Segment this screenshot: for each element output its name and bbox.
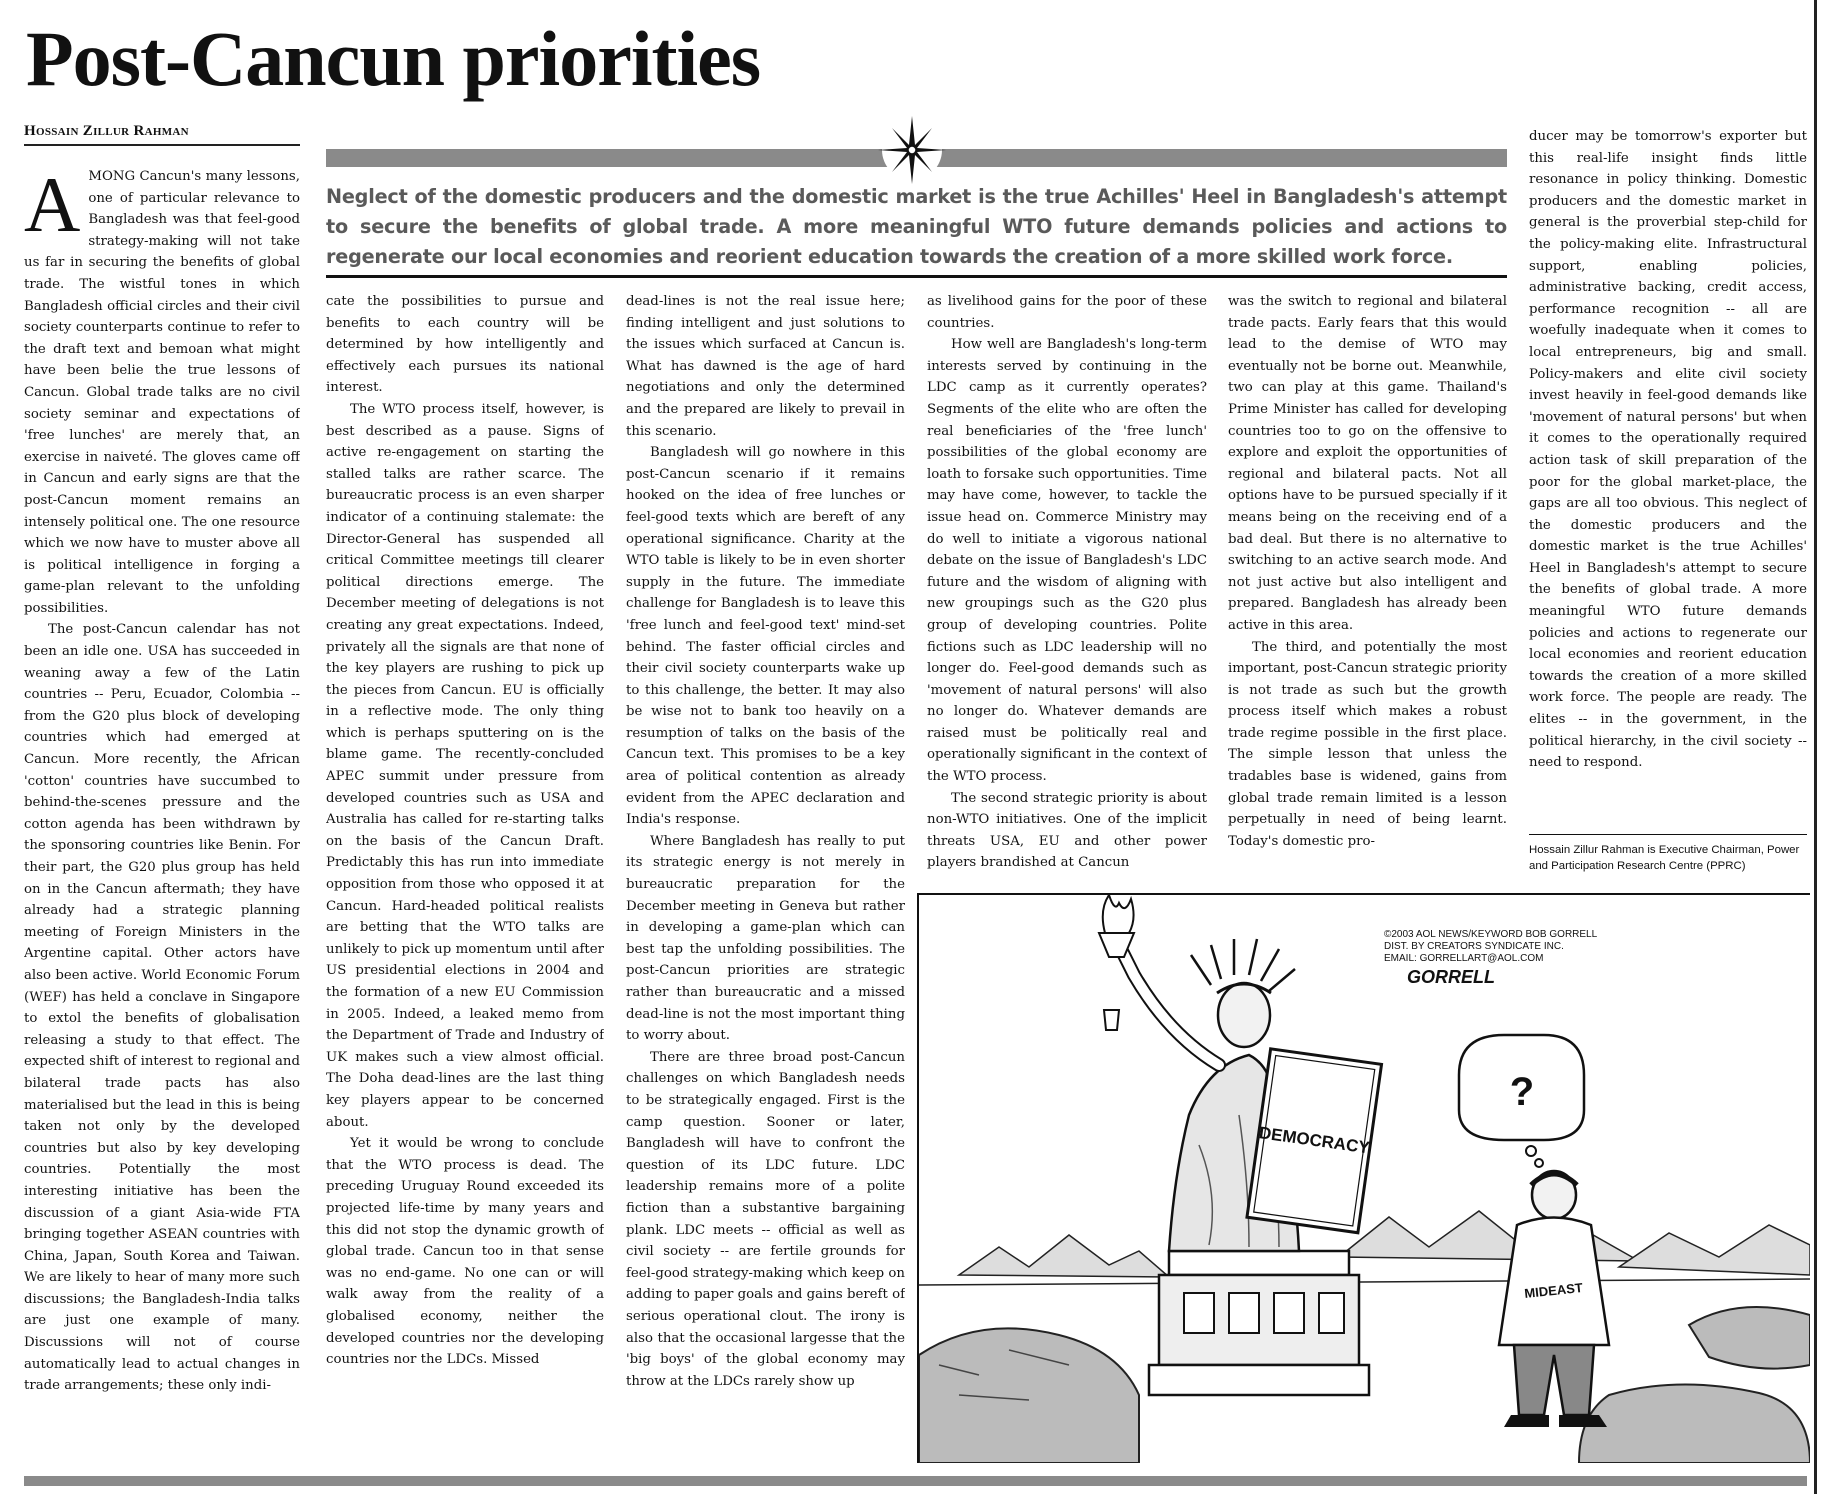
- paragraph: ducer may be tomorrow's exporter but this real-life insight finds little resonance in policy thinking. Domestic producers and the domestic market in general is the proverbial step-child for the policy-making elite. Infrastructural support, enabling policies, administrative backing, credit access, performance recognition -- all are woefully inadequate when it comes to local entrepreneurs, big and small. Policy-makers and elite civil society invest heavily in feel-good demands like 'movement of natural persons' but when it comes to the operationally required action task of skill preparation of the poor for the global market-place, the gaps are all too obvious. This neglect of the domestic producers and the domestic market is the true Achilles' Heel in Bangladesh's attempt to secure the benefits of global trade. A more meaningful WTO future demands policies and actions to regenerate our local economies and reorient education towards the creation of a more skilled work force. The people are ready. The elites -- in the government, in the political hierarchy, in the civil society -- need to respond.: [1529, 129, 1807, 771]
- article-column-6: [1529, 126, 1807, 842]
- pull-quote: Neglect of the domestic producers and the domestic market is the true Achilles' Heel in Bangladesh's attempt to secure the benefits of global trade. A more meaningful WTO future demands policies and actions to regenerate our local economies and reorient education towards the creation of a more skilled work force.: [326, 185, 1507, 268]
- paragraph: How well are Bangladesh's long-term interests served by continuing in the LDC camp as it currently operates? Segments of the elite who are often the real beneficiaries of the 'free lunch' possibilities of the global economy are loath to forsake such opportunities. Time may have come, however, to tackle the issue head on. Commerce Ministry may do well to initiate a vigorous national debate on the issue of Bangladesh's LDC future and the wisdom of aligning with new groupings such as the G20 plus group of developing countries. Polite fictions such as LDC leadership will no longer do. Feel-good demands such as 'movement of natural persons' will also no longer do. Whatever demands are raised must be politically real and operationally significant in the context of the WTO process.: [927, 337, 1207, 785]
- headline: Post-Cancun priorities: [26, 15, 761, 102]
- starburst-ornament: [876, 114, 948, 186]
- cartoon-shirt-text: MIDEAST: [1523, 1280, 1584, 1302]
- paragraph: The WTO process itself, however, is best described as a pause. Signs of active re-engagement on starting the stalled talks are rather scarce. The bureaucratic process is an even sharper indicator of a continuing stalemate: the Director-General has suspended all critical Committee meetings till clearer political directions emerge. The December meeting of delegations is not creating any great expectations. Indeed, privately all the signals are that none of the key players are rushing to pick up the pieces from Cancun. EU is officially in a reflective mode. The only thing which is perhaps sputtering on is the blame game. The recently-concluded APEC summit under pressure from developed countries such as USA and Australia has called for re-starting talks on the basis of the Cancun Draft. Predictably this has run into immediate opposition from those who opposed it at Cancun. Hard-headed political realists are betting that the WTO talks are unlikely to pick up momentum until after US presidential elections in 2004 and the formation of a new EU Commission in 2005. Indeed, a leaked memo from the Department of Trade and Industry of UK makes such a view almost official. The Doha dead-lines are the last thing key players appear to be concerned about.: [326, 401, 604, 1130]
- paragraph: The post-Cancun calendar has not been an idle one. USA has succeeded in weaning away a few of the Latin countries -- Peru, Ecuador, Colombia -- from the G20 plus block of developing countries which had emerged at Cancun. More recently, the African 'cotton' countries have succumbed to behind-the-scenes pressure and the cotton agenda has been withdrawn by the sponsoring countries like Benin. For their part, the G20 plus group has held on in the Cancun aftermath; they have already had a strategic planning meeting of Foreign Ministers in the Argentine capital. Other actors have also been active. World Economic Forum (WEF) has held a conclave in Singapore to extol the benefits of globalisation releasing a study to that effect. The expected shift of interest to regional and bilateral trade pacts has also materialised but the lead in this is being taken not only by the developed countries but also by key developing countries. Potentially the most interesting initiative has been the discussion of a giant Asia-wide FTA bringing together ASEAN countries with China, Japan, South Korea and Taiwan. We are likely to hear of many more such discussions; the Bangladesh-India talks are just one example of many. Discussions will not of course automatically lead to actual changes in trade arrangements; these only indi-: [24, 622, 300, 1394]
- article-column-5: [1228, 291, 1507, 871]
- paragraph: Where Bangladesh has really to put its strategic energy is not merely in bureaucratic preparation for the December meeting in Geneva but rather in developing a game-plan which can best tap the unfolding possibilities. The post-Cancun priorities are strategic rather than bureaucratic and a missed dead-line is not the most important thing to worry about.: [626, 833, 905, 1044]
- page-right-rule: [1814, 0, 1817, 1494]
- paragraph: cate the possibilities to pursue and benefits to each country will be determined by how intelligently and effectively each pursues its national interest.: [326, 294, 604, 396]
- article-column-1: [24, 166, 300, 1452]
- article-column-4: [927, 291, 1207, 897]
- credit-rule: [1529, 834, 1807, 835]
- paragraph: Yet it would be wrong to conclude that the WTO process is dead. The preceding Uruguay Round exceeded its projected life-time by many years and this did not stop the dynamic growth of global trade. Cancun too in that sense was no end-game. No one can or will walk away from the reality of a globalised economy, neither the developed countries nor the developing countries nor the LDCs. Missed: [326, 1136, 604, 1368]
- cartoon-copyright-line: ©2003 AOL NEWS/KEYWORD BOB GORRELL: [1384, 929, 1598, 940]
- paragraph: Bangladesh will go nowhere in this post-Cancun scenario if it remains hooked on the idea of free lunches or feel-good texts which are bereft of any operational significance. Charity at the WTO table is likely to be in even shorter supply in the future. The immediate challenge for Bangladesh is to leave this 'free lunch and feel-good text' mind-set behind. The faster official circles and their civil society counterparts wake up to this challenge, the better. It may also be wise not to bank too heavily on a resumption of talks on the basis of the Cancun text. This promises to be a key area of political contention as already evident from the APEC declaration and India's response.: [626, 445, 905, 828]
- author-credit: Hossain Zillur Rahman is Executive Chairman, Power and Participation Research Centre (PPRC): [1529, 844, 1800, 872]
- article-column-3: [626, 291, 905, 1469]
- drop-cap: A: [24, 166, 81, 248]
- paragraph: MONG Cancun's many lessons, one of particular relevance to Bangladesh was that feel-good strategy-making will not take us far in securing the benefits of global trade. The wistful tones in which Bangladesh official circles and their civil society counterparts continue to refer to the draft text and bemoan what might have been belie the true lessons of Cancun. Global trade talks are no civil society seminar and expectations of 'free lunches' are merely that, an exercise in naiveté. The gloves came off in Cancun and early signs are that the post-Cancun moment remains an intensely political one. The one resource which we now have to muster above all is political intelligence in forging a game-plan relevant to the unfolding possibilities.: [24, 169, 300, 616]
- cartoon-copyright-line: EMAIL: GORRELLART@AOL.COM: [1384, 953, 1544, 964]
- byline: Hossain Zillur Rahman: [24, 123, 189, 139]
- paragraph: was the switch to regional and bilateral trade pacts. Early fears that this would lead to the demise of WTO may eventually not be borne out. Meanwhile, two can play at this game. Thailand's Prime Minister has called for developing countries too to go on the offensive to explore and exploit the opportunities of regional and bilateral pacts. Not all options have to be pursued specially if it means being on the receiving end of a bad deal. But there is no alternative to switching to an active search mode. And not just active but also intelligent and prepared. Bangladesh has already been active in this area.: [1228, 294, 1507, 633]
- article-column-2: [326, 291, 604, 1452]
- paragraph: as livelihood gains for the poor of these countries.: [927, 294, 1207, 331]
- pull-quote-bottom-rule: [326, 275, 1507, 278]
- page-bottom-bar: [24, 1476, 1807, 1486]
- cartoon-copyright-line: DIST. BY CREATORS SYNDICATE INC.: [1384, 941, 1564, 952]
- byline-rule: [24, 144, 300, 146]
- paragraph: dead-lines is not the real issue here; finding intelligent and just solutions to the issues which surfaced at Cancun is. What has dawned is the age of hard negotiations and only the determined and the prepared are likely to prevail in this scenario.: [626, 294, 905, 439]
- editorial-cartoon: [917, 893, 1810, 1463]
- paragraph: The second strategic priority is about non-WTO initiatives. One of the implicit threats USA, EU and other power players brandished at Cancun: [927, 790, 1207, 871]
- cartoon-thought-text: ?: [1509, 1070, 1535, 1114]
- paragraph: There are three broad post-Cancun challenges on which Bangladesh needs to be strategically engaged. First is the camp question. Sooner or later, Bangladesh will have to confront the question of its LDC future. LDC leadership remains more of a polite fiction than a substantive bargaining plank. LDC meets -- official as well as civil society -- are fertile grounds for feel-good strategy-making which keep on adding to paper goals and gains bereft of serious operational clout. The irony is also that the occasional largesse that the 'big boys' of the global economy may throw at the LDCs rarely show up: [626, 1049, 905, 1389]
- cartoon-signature: GORRELL: [1407, 967, 1495, 987]
- cartoon-drawing: [919, 895, 1810, 1463]
- paragraph: The third, and potentially the most important, post-Cancun strategic priority is not trade as such but the growth process itself which makes a robust trade regime possible in the first place. The simple lesson that unless the tradables base is widened, gains from global trade remain limited is a lesson perpetually in need of being learnt. Today's domestic pro-: [1228, 639, 1507, 849]
- cartoon-tablet-text: DEMOCRACY: [1257, 1123, 1371, 1158]
